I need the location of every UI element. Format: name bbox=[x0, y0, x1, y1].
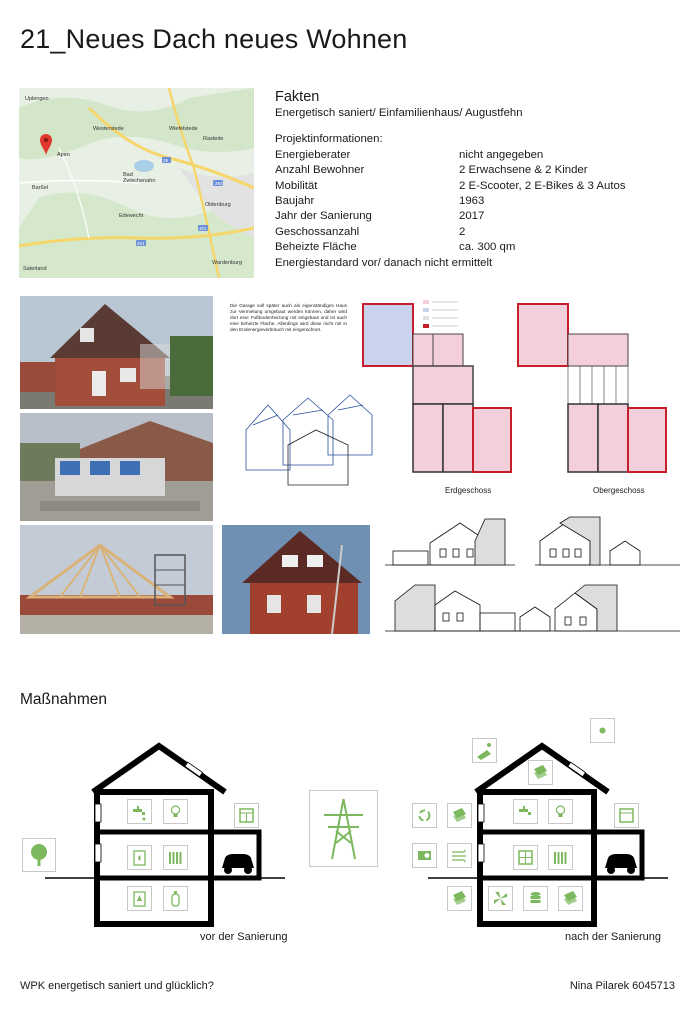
map-place-label: Apen bbox=[57, 152, 70, 158]
sensor-icon bbox=[590, 718, 615, 743]
light-bulb-icon bbox=[548, 799, 573, 824]
elevations-graphic bbox=[385, 513, 680, 641]
power-pylon-icon bbox=[309, 790, 378, 867]
fact-row bbox=[275, 225, 675, 240]
elevation-drawings bbox=[385, 513, 680, 641]
fact-label: Mobilität bbox=[275, 179, 318, 192]
insulation-icon bbox=[558, 886, 583, 911]
house-photo-exterior bbox=[20, 296, 213, 409]
fan-icon bbox=[488, 886, 513, 911]
solar-icon bbox=[472, 738, 497, 763]
tree-icon bbox=[22, 838, 56, 872]
insulation-icon bbox=[447, 803, 472, 828]
map-place-label: Uplengen bbox=[25, 96, 49, 102]
measures-heading: Maßnahmen bbox=[20, 691, 108, 708]
fact-row bbox=[275, 209, 675, 224]
facts-heading: Fakten bbox=[275, 89, 320, 105]
floor-plans-graphic bbox=[358, 298, 678, 476]
construction-photo-graphic bbox=[20, 413, 213, 521]
radiator-icon bbox=[163, 845, 188, 870]
map-place-label: Westerstede bbox=[93, 126, 124, 132]
house-sketch bbox=[238, 390, 378, 490]
window-icon bbox=[513, 845, 538, 870]
fact-label: Jahr der Sanierung bbox=[275, 210, 372, 223]
page-title: 21_Neues Dach neues Wohnen bbox=[20, 24, 408, 54]
construction-photo-foundation bbox=[20, 413, 213, 521]
map-place-label: Oldenburg bbox=[205, 202, 231, 208]
facts-subtitle: Energetisch saniert/ Einfamilienhaus/ Augustfehn bbox=[275, 107, 523, 119]
fact-value: ca. 300 qm bbox=[459, 241, 516, 254]
insulation-icon bbox=[528, 760, 553, 785]
roof-construction-photo bbox=[20, 525, 213, 634]
fact-row bbox=[275, 163, 675, 178]
recycle-icon bbox=[412, 803, 437, 828]
map-place-label: Barßel bbox=[32, 185, 49, 191]
map-road-number: 293 bbox=[215, 181, 223, 186]
roof-photo-graphic bbox=[20, 525, 213, 634]
fact-value: 2 Erwachsene & 2 Kinder bbox=[459, 164, 588, 177]
upper-floor-label: Obergeschoss bbox=[593, 486, 645, 495]
hot-water-tank-icon bbox=[127, 886, 152, 911]
fact-row bbox=[275, 194, 675, 209]
fact-row bbox=[275, 148, 675, 163]
energy-standard-line: Energiestandard vor/ danach nicht ermittelt bbox=[275, 256, 493, 269]
heat-pump-icon bbox=[412, 843, 437, 868]
sketch-graphic bbox=[238, 390, 378, 490]
radiator-icon bbox=[548, 845, 573, 870]
before-caption: vor der Sanierung bbox=[200, 931, 288, 943]
map-road-number: 401 bbox=[137, 241, 145, 246]
fact-value: nicht angegeben bbox=[459, 148, 544, 161]
map-road-number: 401 bbox=[199, 226, 207, 231]
ventilation-icon bbox=[447, 843, 472, 868]
facts-panel bbox=[275, 88, 675, 271]
fact-value: 2017 bbox=[459, 210, 485, 223]
fact-label: Anzahl Bewohner bbox=[275, 164, 365, 177]
map-place-label: Saterland bbox=[23, 266, 47, 272]
fact-value: 2 bbox=[459, 225, 466, 238]
footer-author: Nina Pilarek 6045713 bbox=[569, 980, 675, 992]
gas-bottle-icon bbox=[163, 886, 188, 911]
battery-storage-icon bbox=[523, 886, 548, 911]
after-caption: nach der Sanierung bbox=[565, 931, 662, 943]
boiler-icon bbox=[127, 845, 152, 870]
finished-roof-graphic bbox=[222, 525, 370, 634]
house-photo-graphic bbox=[20, 296, 213, 409]
insulation-icon bbox=[447, 886, 472, 911]
window-icon bbox=[234, 803, 259, 828]
finished-roof-photo bbox=[222, 525, 370, 634]
project-info-label: Projektinformationen: bbox=[275, 133, 383, 146]
window-icon bbox=[614, 803, 639, 828]
water-tap-icon bbox=[513, 799, 538, 824]
footer-question: WPK energetisch saniert und glücklich? bbox=[20, 980, 214, 992]
fact-row bbox=[275, 179, 675, 194]
map-place-label: Wiefelstede bbox=[169, 126, 198, 132]
water-tap-icon bbox=[127, 799, 152, 824]
map-place-label: Bad Zwischenahn bbox=[123, 172, 156, 184]
map-road-number: 28 bbox=[163, 158, 169, 163]
map-place-label: Wardenburg bbox=[212, 260, 243, 266]
garage-note: Die Garage soll später auch als eigenständiges Haus zur Vermietung umgebaut werden können, daher wird dort eine Fußbodenheizung mit eingebaut und ist auch eine beheizte Fläche. Allerdings wird diese nicht mit in den Endenergieverbrauch mit eingerechnet. bbox=[230, 303, 347, 332]
fact-value: 2 E-Scooter, 2 E-Bikes & 3 Autos bbox=[459, 179, 626, 192]
ground-floor-label: Erdgeschoss bbox=[445, 486, 492, 495]
fact-label: Beheizte Fläche bbox=[275, 241, 357, 254]
fact-label: Baujahr bbox=[275, 195, 315, 208]
fact-row bbox=[275, 240, 675, 255]
map-place-label: Rastede bbox=[203, 136, 224, 142]
light-bulb-icon bbox=[163, 799, 188, 824]
fact-label: Geschossanzahl bbox=[275, 225, 360, 238]
fact-label: Energieberater bbox=[275, 148, 351, 161]
fact-value: 1963 bbox=[459, 195, 485, 208]
map-place-label: Edewecht bbox=[119, 213, 144, 219]
location-map[interactable] bbox=[19, 88, 254, 278]
floor-plans bbox=[358, 298, 678, 476]
